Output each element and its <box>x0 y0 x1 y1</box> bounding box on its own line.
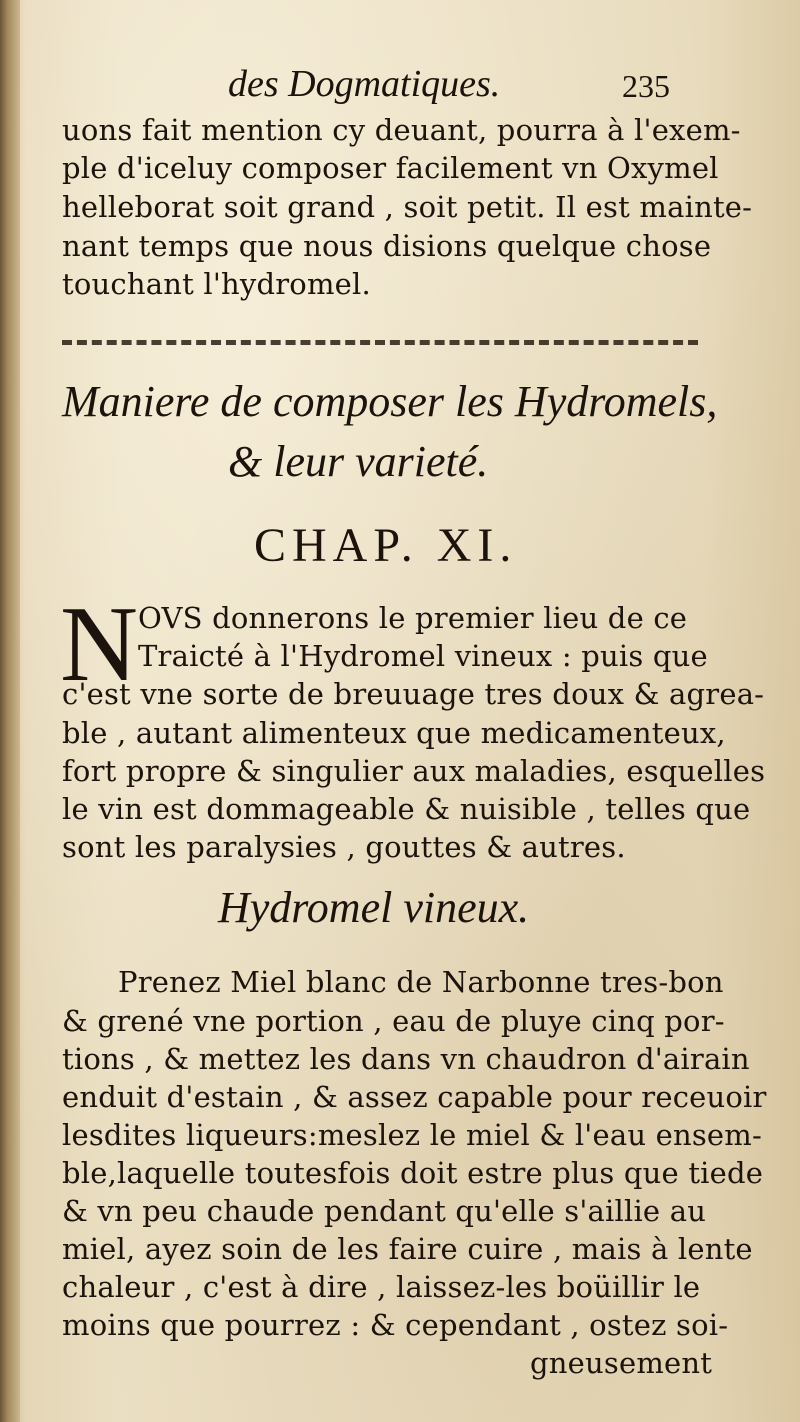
page-gutter <box>0 0 20 1422</box>
section-title-line2: & leur varieté. <box>228 437 489 486</box>
intro-line: ple d'iceluy composer facilement vn Oxymel <box>62 151 719 185</box>
catchword: gneusement <box>530 1346 713 1380</box>
intro-line: nant temps que nous disions quelque chose <box>62 229 712 263</box>
running-title: des Dogmatiques. <box>228 63 501 105</box>
recipe-line: & grené vne portion , eau de pluye cinq por- <box>62 1004 725 1038</box>
section-title-line1: Maniere de composer les Hydromels, <box>62 377 718 426</box>
subsection-title: Hydromel vineux. <box>218 883 530 932</box>
recipe-line: chaleur , c'est à dire , laissez-les boüillir le <box>62 1270 701 1304</box>
recipe-line: Prenez Miel blanc de Narbonne tres-bon <box>118 965 724 999</box>
recipe-line: ble,laquelle toutesfois doit estre plus que tiede <box>62 1156 764 1190</box>
drop-cap: N <box>60 585 138 704</box>
recipe-line: & vn peu chaude pendant qu'elle s'aillie au <box>62 1194 707 1228</box>
chapter-line: le vin est dommageable & nuisible , telles que <box>62 792 751 826</box>
intro-line: helleborat soit grand , soit petit. Il est mainte- <box>62 190 753 224</box>
chapter-line: Traicté à l'Hydromel vineux : puis que <box>138 639 708 673</box>
page-number: 235 <box>622 68 670 104</box>
intro-line: uons fait mention cy deuant, pourra à l'exem- <box>62 113 741 147</box>
chapter-line: c'est vne sorte de breuuage tres doux & agrea- <box>62 677 765 711</box>
chapter-line: OVS donnerons le premier lieu de ce <box>138 601 688 635</box>
intro-line: touchant l'hydromel. <box>62 267 371 301</box>
chapter-line: ble , autant alimenteux que medicamenteux, <box>62 716 726 750</box>
chapter-heading: CHAP. XI. <box>254 519 518 572</box>
section-divider-rule <box>62 340 698 345</box>
recipe-line: lesdites liqueurs:meslez le miel & l'eau ensem- <box>62 1118 762 1152</box>
chapter-line: fort propre & singulier aux maladies, esquelles <box>62 754 766 788</box>
recipe-line: miel, ayez soin de les faire cuire , mais à lente <box>62 1232 753 1266</box>
recipe-line: enduit d'estain , & assez capable pour receuoir <box>62 1080 767 1114</box>
recipe-line: tions , & mettez les dans vn chaudron d'airain <box>62 1042 750 1076</box>
chapter-line: sont les paralysies , gouttes & autres. <box>62 830 626 864</box>
recipe-line: moins que pourrez : & cependant , ostez soi- <box>62 1308 729 1342</box>
